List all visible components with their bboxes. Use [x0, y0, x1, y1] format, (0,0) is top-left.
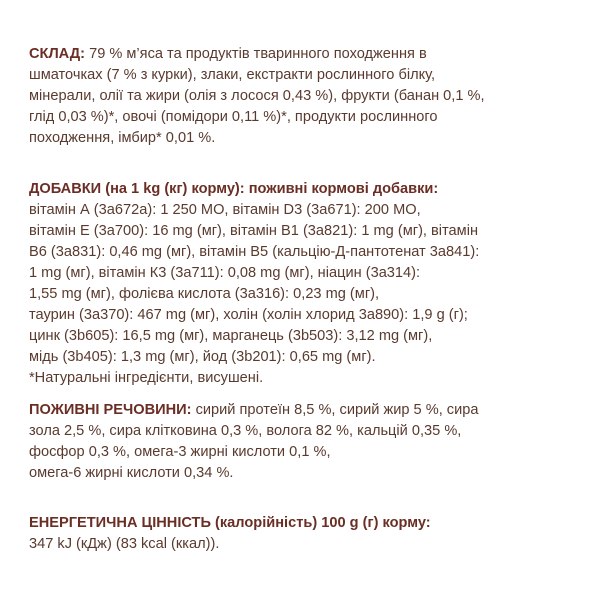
additives-line: 1,55 mg (мг), фолієва кислота (3а316): 0,23 mg (мг), [29, 286, 380, 302]
additives-heading-line [29, 179, 589, 200]
nutrients-line: омега-6 жирні кислоти 0,34 %. [29, 465, 234, 481]
additives-line: цинк (3b605): 16,5 mg (мг), марганець (3b503): 3,12 mg (мг), [29, 328, 433, 344]
energy-heading-line [29, 513, 589, 534]
additives-line: таурин (3а370): 467 mg (мг), холін (холін хлорид 3а890): 1,9 g (г); [29, 307, 468, 323]
additives-line: 1 mg (мг), вітамін К3 (3а711): 0,08 mg (мг), ніацин (3а314): [29, 265, 421, 281]
composition-section [29, 44, 589, 149]
composition-line: мінерали, олії та жири (олія з лосося 0,43 %), фрукти (банан 0,1 %, [29, 88, 485, 104]
nutrients-line-1 [29, 400, 589, 421]
additives-label: ДОБАВКИ (на 1 kg (кг) корму): [29, 181, 245, 197]
nutrients-line: фосфор 0,3 %, омега-3 жирні кислоти 0,1 %, [29, 444, 331, 460]
composition-line-1 [29, 44, 589, 65]
composition-line: шматочках (7 % з курки), злаки, екстракти рослинного білку, [29, 67, 436, 83]
additives-section [29, 179, 589, 389]
nutrients-section [29, 400, 589, 484]
additives-line: вітамін А (3а672а): 1 250 МО, вітамін D3 (3а671): 200 МО, [29, 202, 421, 218]
composition-label: СКЛАД: [29, 46, 86, 62]
composition-line: походження, імбир* 0,01 %. [29, 130, 216, 146]
energy-line: 347 kJ (кДж) (83 kcal (ккал)). [29, 536, 220, 552]
additives-line: мідь (3b405): 1,3 mg (мг), йод (3b201): 0,65 mg (мг). [29, 349, 376, 365]
energy-label: ЕНЕРГЕТИЧНА ЦІННІСТЬ (калорійність) 100 g (г) корму: [29, 515, 431, 531]
composition-line: глід 0,03 %)*, овочі (помідори 0,11 %)*, продукти рослинного [29, 109, 438, 125]
nutrients-text: сирий протеїн 8,5 %, сирий жир 5 %, сира [191, 402, 479, 418]
composition-text: 79 % м’яса та продуктів тваринного походження в [85, 46, 427, 62]
nutrients-line: зола 2,5 %, сира клітковина 0,3 %, волога 82 %, кальцій 0,35 %, [29, 423, 462, 439]
additives-line: вітамін Е (3а700): 16 mg (мг), вітамін В1 (3а821): 1 mg (мг), вітамін [29, 223, 479, 239]
energy-section [29, 513, 589, 555]
nutrients-label: ПОЖИВНІ РЕЧОВИНИ: [29, 402, 192, 418]
additives-subtitle: поживні кормові добавки: [244, 181, 439, 197]
additives-line: В6 (3а831): 0,46 mg (мг), вітамін В5 (кальцію-Д-пантотенат 3а841): [29, 244, 480, 260]
additives-footnote: *Натуральні інгредієнти, висушені. [29, 370, 264, 386]
